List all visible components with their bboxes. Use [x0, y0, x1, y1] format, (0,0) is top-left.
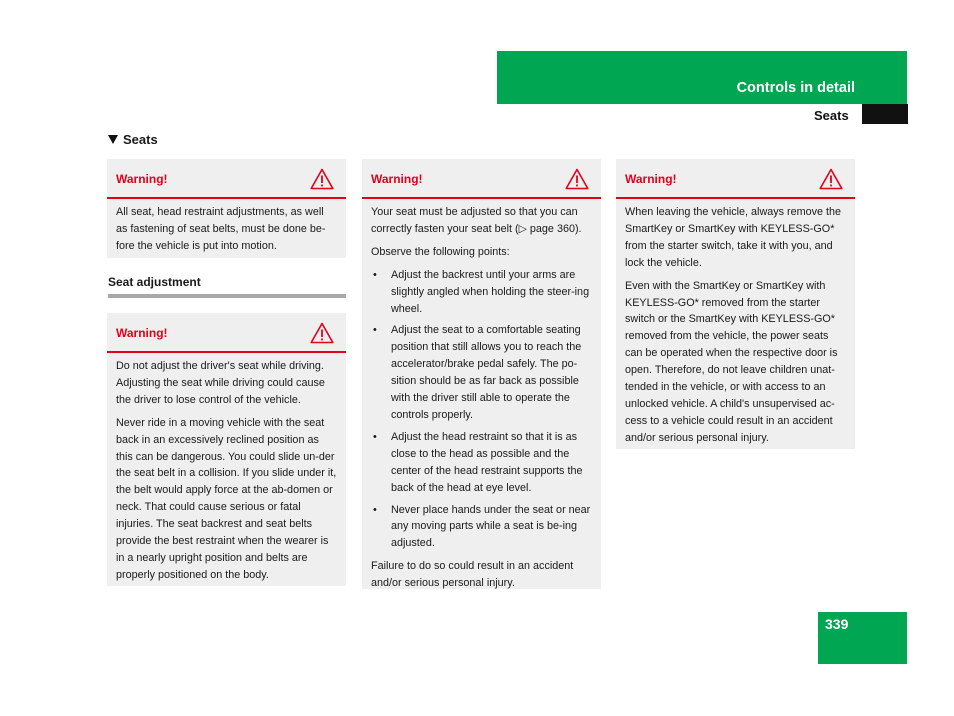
bullet-list	[371, 267, 592, 553]
section-label: Seats	[814, 108, 849, 123]
warning-triangle-icon	[310, 322, 334, 344]
warning-header	[362, 159, 601, 199]
warning-text: Never ride in a moving vehicle with the seat back in an excessively reclined position as this can be dangerous. You could slide un-der the seat belt in a collision. If you slide under it, the belt would apply force at the ab-domen or neck. That could cause serious or fatal injuries. The seat backrest and seat belts provide the best restraint when the wearer is in a nearly upright position and belts are properly positioned on the body.	[116, 416, 337, 581]
warning-box-3	[362, 159, 601, 589]
warning-triangle-icon	[565, 168, 589, 190]
section-tab-marker	[862, 104, 908, 124]
bullet-item: • Never place hands under the seat or near any moving parts while a seat is be-ing adjusted.	[371, 502, 592, 553]
seat-adjustment-heading: Seat adjustment	[108, 275, 346, 298]
warning-box-1	[107, 159, 346, 258]
bullet-item: • Adjust the backrest until your arms are slightly angled when holding the steer-ing wheel.	[371, 267, 592, 318]
points-label: Observe the following points:	[371, 245, 510, 258]
header-bar	[497, 51, 907, 104]
warning-outro: Failure to do so could result in an accident and/or serious personal injury.	[371, 560, 574, 590]
warning-text: All seat, head restraint adjustments, as well as fastening of seat belts, must be done be-fore the vehicle is put into motion.	[116, 206, 326, 252]
warning-box-4	[616, 159, 855, 449]
warning-header	[107, 159, 346, 199]
warning-header	[616, 159, 855, 199]
page-number-box	[818, 612, 907, 664]
page-number: 339	[825, 616, 849, 632]
warning-text: When leaving the vehicle, always remove the SmartKey or SmartKey with KEYLESS-GO* from the starter switch, take it with you, and lock the vehicle.	[625, 206, 842, 269]
warning-body	[616, 199, 855, 453]
triangle-down-icon	[108, 135, 118, 144]
warning-label: Warning!	[116, 326, 168, 340]
seats-heading	[108, 132, 158, 147]
warning-body	[362, 199, 601, 598]
warning-box-2	[107, 313, 346, 586]
warning-text: Do not adjust the driver's seat while driving. Adjusting the seat while driving could cause the driver to lose control of the vehicle.	[116, 360, 325, 406]
warning-body	[107, 199, 346, 261]
warning-label: Warning!	[625, 172, 677, 186]
warning-header	[107, 313, 346, 353]
warning-text: Even with the SmartKey or SmartKey with KEYLESS-GO* removed from the starter switch or the SmartKey with KEYLESS-GO* removed from the vehicle, the power seats can be operated when the respective door is open. Therefore, do not leave children unat-tended in the vehicle, or with access to an unlocked vehicle. A child's unsupervised ac-cess to a vehicle could result in an accident and/or serious personal injury.	[625, 279, 838, 444]
bullet-item: • Adjust the head restraint so that it is as close to the head as possible and the center of the head restraint supports the back of the head at eye level.	[371, 429, 592, 497]
warning-label: Warning!	[116, 172, 168, 186]
warning-triangle-icon	[310, 168, 334, 190]
seats-heading-text: Seats	[123, 132, 158, 147]
bullet-item: • Adjust the seat to a comfortable seating position that still allows you to reach the accelerator/brake pedal safely. The po-sition should be as far back as possible with the driver still able to operate the controls properly.	[371, 322, 592, 423]
warning-body	[107, 353, 346, 590]
warning-intro: Your seat must be adjusted so that you can correctly fasten your seat belt (▷ page 360).	[371, 206, 582, 235]
warning-triangle-icon	[819, 168, 843, 190]
warning-label: Warning!	[371, 172, 423, 186]
chapter-title: Controls in detail	[736, 80, 855, 96]
